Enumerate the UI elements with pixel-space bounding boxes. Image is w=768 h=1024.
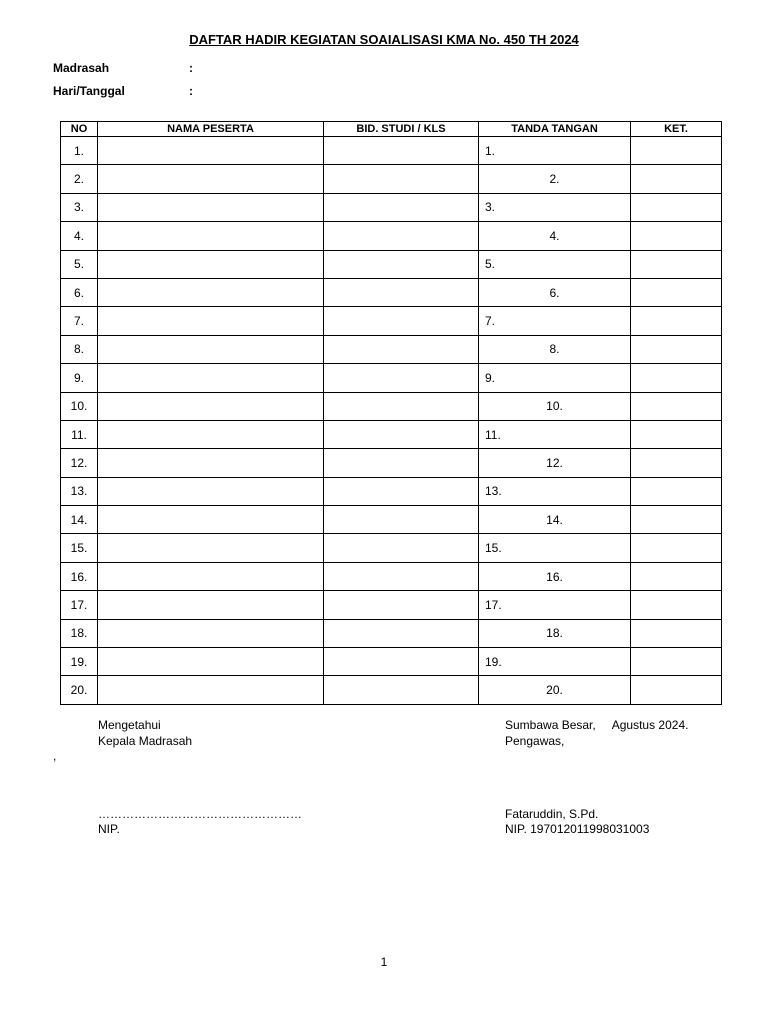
signature-cell: 19. (479, 648, 631, 676)
subject-class-cell (324, 364, 479, 392)
row-number-cell: 16. (61, 562, 98, 590)
attendance-table (60, 121, 722, 705)
table-row (61, 449, 722, 477)
table-row (61, 165, 722, 193)
madrasah-label: Madrasah (53, 61, 110, 75)
document-title: DAFTAR HADIR KEGIATAN SOAIALISASI KMA No. 450 TH 2024 (189, 32, 579, 47)
header-no: NO (61, 122, 98, 137)
table-row (61, 307, 722, 335)
signature-cell: 2. (479, 165, 631, 193)
remarks-cell (631, 307, 722, 335)
subject-class-cell (324, 676, 479, 704)
remarks-cell (631, 534, 722, 562)
header-participant-name: NAMA PESERTA (98, 122, 324, 137)
row-number-cell: 11. (61, 420, 98, 448)
row-number-cell: 10. (61, 392, 98, 420)
subject-class-cell (324, 420, 479, 448)
table-row (61, 250, 722, 278)
participant-name-cell (98, 420, 324, 448)
participant-name-cell (98, 591, 324, 619)
table-row (61, 534, 722, 562)
table-row (61, 335, 722, 363)
participant-name-cell (98, 307, 324, 335)
remarks-cell (631, 648, 722, 676)
signature-cell: 15. (479, 534, 631, 562)
participant-name-cell (98, 619, 324, 647)
table-row (61, 562, 722, 590)
remarks-cell (631, 250, 722, 278)
row-number-cell: 8. (61, 335, 98, 363)
participant-name-cell (98, 364, 324, 392)
participant-name-cell (98, 449, 324, 477)
date-label: Hari/Tanggal (53, 84, 125, 98)
subject-class-cell (324, 534, 479, 562)
participant-name-cell (98, 193, 324, 221)
page-number: 1 (380, 955, 388, 969)
remarks-cell (631, 364, 722, 392)
table-row (61, 392, 722, 420)
participant-name-cell (98, 137, 324, 165)
participant-name-cell (98, 506, 324, 534)
signature-cell: 18. (479, 619, 631, 647)
header-signature: TANDA TANGAN (479, 122, 631, 137)
header-remarks: KET. (631, 122, 722, 137)
table-header-row (61, 122, 722, 137)
subject-class-cell (324, 137, 479, 165)
remarks-cell (631, 420, 722, 448)
table-row (61, 676, 722, 704)
table-row (61, 648, 722, 676)
table-row (61, 222, 722, 250)
signature-cell: 20. (479, 676, 631, 704)
row-number-cell: 4. (61, 222, 98, 250)
signature-cell: 16. (479, 562, 631, 590)
table-body (61, 137, 722, 705)
remarks-cell (631, 506, 722, 534)
headmaster-nip: NIP. (98, 822, 120, 836)
subject-class-cell (324, 591, 479, 619)
participant-name-cell (98, 562, 324, 590)
participant-name-cell (98, 278, 324, 306)
signature-cell: 7. (479, 307, 631, 335)
row-number-cell: 6. (61, 278, 98, 306)
signature-cell: 1. (479, 137, 631, 165)
row-number-cell: 5. (61, 250, 98, 278)
remarks-cell (631, 392, 722, 420)
signature-cell: 9. (479, 364, 631, 392)
row-number-cell: 9. (61, 364, 98, 392)
row-number-cell: 15. (61, 534, 98, 562)
participant-name-cell (98, 648, 324, 676)
place-date: Sumbawa Besar, Agustus 2024. (505, 718, 689, 732)
participant-name-cell (98, 335, 324, 363)
subject-class-cell (324, 193, 479, 221)
signature-cell: 6. (479, 278, 631, 306)
row-number-cell: 17. (61, 591, 98, 619)
remarks-cell (631, 222, 722, 250)
remarks-cell (631, 619, 722, 647)
signature-cell: 12. (479, 449, 631, 477)
remarks-cell (631, 278, 722, 306)
remarks-cell (631, 449, 722, 477)
table-row (61, 477, 722, 505)
row-number-cell: 20. (61, 676, 98, 704)
participant-name-cell (98, 477, 324, 505)
headmaster-title: Kepala Madrasah (98, 734, 193, 748)
participant-name-cell (98, 392, 324, 420)
participant-name-cell (98, 165, 324, 193)
signature-cell: 11. (479, 420, 631, 448)
row-number-cell: 19. (61, 648, 98, 676)
signature-cell: 8. (479, 335, 631, 363)
remarks-cell (631, 193, 722, 221)
subject-class-cell (324, 562, 479, 590)
table-row (61, 619, 722, 647)
table-row (61, 364, 722, 392)
row-number-cell: 3. (61, 193, 98, 221)
row-number-cell: 12. (61, 449, 98, 477)
signature-cell: 5. (479, 250, 631, 278)
subject-class-cell (324, 222, 479, 250)
table-row (61, 420, 722, 448)
subject-class-cell (324, 335, 479, 363)
table-row (61, 278, 722, 306)
header-subject-class: BID. STUDI / KLS (324, 122, 479, 137)
signature-cell: 14. (479, 506, 631, 534)
row-number-cell: 14. (61, 506, 98, 534)
subject-class-cell (324, 506, 479, 534)
subject-class-cell (324, 165, 479, 193)
participant-name-cell (98, 676, 324, 704)
participant-name-cell (98, 534, 324, 562)
participant-name-cell (98, 250, 324, 278)
table-row (61, 506, 722, 534)
acknowledged-label: Mengetahui (98, 718, 161, 732)
row-number-cell: 7. (61, 307, 98, 335)
row-number-cell: 2. (61, 165, 98, 193)
subject-class-cell (324, 392, 479, 420)
row-number-cell: 18. (61, 619, 98, 647)
supervisor-nip: NIP. 197012011998031003 (505, 822, 650, 836)
signature-cell: 13. (479, 477, 631, 505)
supervisor-title: Pengawas, (505, 734, 565, 748)
madrasah-colon: : (189, 61, 193, 75)
date-colon: : (189, 84, 193, 98)
signature-cell: 3. (479, 193, 631, 221)
row-number-cell: 13. (61, 477, 98, 505)
supervisor-name: Fataruddin, S.Pd. (505, 807, 599, 821)
subject-class-cell (324, 619, 479, 647)
subject-class-cell (324, 449, 479, 477)
stray-comma: , (53, 749, 57, 763)
remarks-cell (631, 477, 722, 505)
signature-cell: 10. (479, 392, 631, 420)
row-number-cell: 1. (61, 137, 98, 165)
participant-name-cell (98, 222, 324, 250)
table-row (61, 193, 722, 221)
subject-class-cell (324, 477, 479, 505)
subject-class-cell (324, 648, 479, 676)
table-row (61, 591, 722, 619)
signature-cell: 17. (479, 591, 631, 619)
signature-cell: 4. (479, 222, 631, 250)
remarks-cell (631, 676, 722, 704)
remarks-cell (631, 591, 722, 619)
remarks-cell (631, 562, 722, 590)
subject-class-cell (324, 250, 479, 278)
subject-class-cell (324, 278, 479, 306)
remarks-cell (631, 335, 722, 363)
remarks-cell (631, 137, 722, 165)
table-row (61, 137, 722, 165)
subject-class-cell (324, 307, 479, 335)
headmaster-signature-line: …………………………………………… (98, 807, 302, 821)
remarks-cell (631, 165, 722, 193)
